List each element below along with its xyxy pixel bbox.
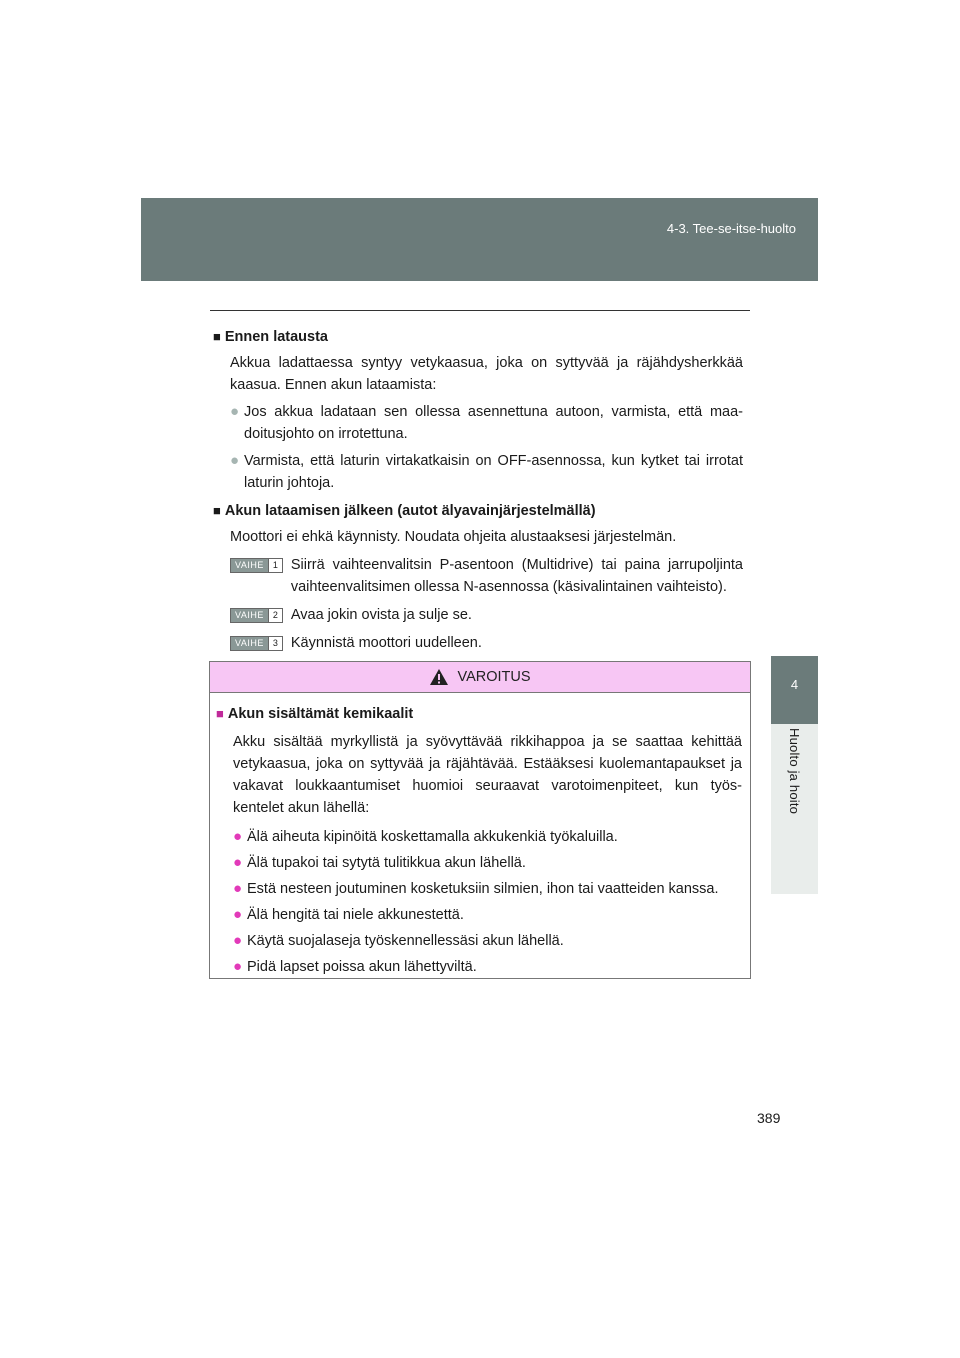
circle-bullet-icon: ● — [233, 880, 243, 897]
top-rule — [210, 310, 750, 311]
step-item — [230, 604, 743, 626]
list-item: ● Estä nesteen joutuminen kosketuksiin silmien, ihon tai vaatteiden kanssa. — [233, 878, 742, 900]
step-text: Siirrä vaihteenvalitsin P-asentoon (Multidrive) tai paina jarrupoljinta vaihteenvalitsimen ollessa N-asennossa (käsivalintainen vaihteisto). — [290, 557, 743, 595]
circle-bullet-icon: ● — [233, 906, 243, 923]
step-badge: VAIHE 3 — [230, 636, 283, 651]
warning-triangle-icon — [429, 668, 449, 686]
circle-bullet-icon: ● — [233, 958, 243, 975]
list-item: ● Käytä suojalaseja työskennellessäsi akun lähellä. — [233, 930, 742, 952]
chapter-tab-label: Huolto ja hoito — [787, 728, 802, 815]
square-bullet-icon: ■ — [213, 329, 221, 344]
circle-bullet-icon: ● — [230, 452, 240, 469]
list-item: ● Pidä lapset poissa akun lähettyviltä. — [233, 956, 742, 978]
circle-bullet-icon: ● — [233, 854, 243, 871]
warning-header — [210, 662, 750, 693]
list-item: ● Varmista, että laturin virtakatkaisin on OFF-asennossa, kun kytket tai irrotat laturin johtoja. — [230, 450, 743, 494]
list-item: ● Jos akkua ladataan sen ollessa asennettuna autoon, varmista, että maa-doitusjohto on irrotettuna. — [230, 401, 743, 445]
step-badge: VAIHE 1 — [230, 558, 283, 573]
warning-intro: Akku sisältää myrkyllistä ja syövyttävää rikkihappoa ja se saattaa kehittää vetykaasua, joka on syttyvää ja räjähtävää. Estääksesi kuolemantapaukset ja vakavat loukkaantumiset huomioi seuraavat varotoimenpiteet, kun työs-kentelet akun lähellä: — [233, 734, 742, 816]
page-number: 389 — [757, 1110, 781, 1126]
chapter-tab-number — [771, 656, 818, 724]
before-charging-heading: ■ Ennen latausta — [213, 329, 328, 345]
list-item: ● Älä hengitä tai niele akkunestettä. — [233, 904, 742, 926]
chapter-number: 4 — [790, 677, 799, 692]
section-title: 4-3. Tee-se-itse-huolto — [666, 221, 796, 236]
step-badge: VAIHE 2 — [230, 608, 283, 623]
after-charging-intro: Moottori ei ehkä käynnisty. Noudata ohjeita alustaaksesi järjestelmän. — [230, 529, 677, 545]
list-item: ● Älä aiheuta kipinöitä koskettamalla akkukenkiä työkaluilla. — [233, 826, 742, 848]
before-charging-intro: Akkua ladattaessa syntyy vetykaasua, joka on syttyvää ja räjähdysherkkää kaasua. Ennen akun lataamista: — [230, 355, 743, 393]
circle-bullet-icon: ● — [233, 828, 243, 845]
after-charging-heading: ■ Akun lataamisen jälkeen (autot älyavainjärjestelmällä) — [213, 503, 596, 519]
main-content — [213, 326, 743, 654]
list-item: ● Älä tupakoi tai sytytä tulitikkua akun lähellä. — [233, 852, 742, 874]
step-item — [230, 632, 743, 654]
warning-title: ■ Akun sisältämät kemikaalit — [216, 706, 414, 722]
circle-bullet-icon: ● — [233, 932, 243, 949]
warning-box — [209, 661, 751, 979]
step-text: Avaa jokin ovista ja sulje se. — [290, 607, 472, 623]
warning-body — [210, 693, 750, 978]
square-bullet-icon: ■ — [213, 503, 221, 518]
warning-heading: VAROITUS — [457, 669, 531, 685]
chapter-header-band — [141, 198, 818, 281]
square-bullet-icon: ■ — [216, 706, 224, 721]
step-item — [230, 554, 743, 598]
circle-bullet-icon: ● — [230, 403, 240, 420]
step-text: Käynnistä moottori uudelleen. — [290, 635, 482, 651]
